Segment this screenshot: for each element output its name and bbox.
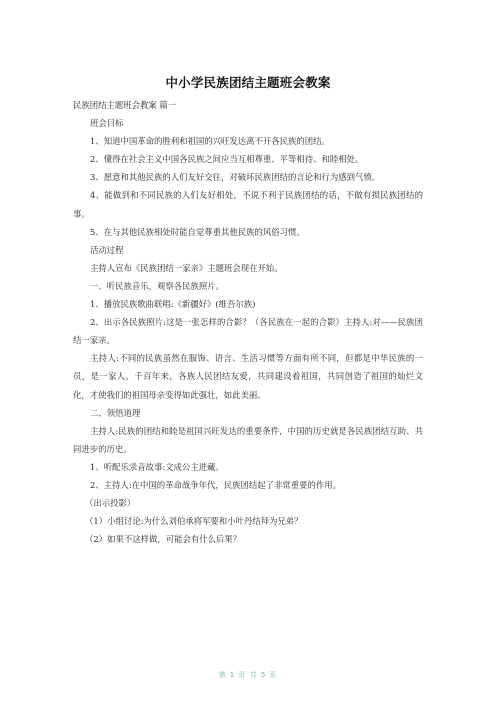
paragraph: 5、在与其他民族相处时能自觉尊重其他民族的风俗习惯。: [90, 226, 305, 237]
paragraph: 主持人:民族的团结和睦是祖国兴旺发达的重要条件，中国的历史就是各民族团结互助、共同进步的历史。: [73, 425, 423, 454]
paragraph: 1、知道中国革命的胜利和祖国的兴旺发达离不开各民族的团结。: [90, 136, 330, 147]
paragraph: 3、愿意和其他民族的人们友好交往，对破坏民族团结的言论和行为感到气愤。: [90, 172, 381, 183]
paragraph: 主持人:不同的民族虽然在服饰、语言、生活习惯等方面有所不同，但都是中华民族的一员，是一家人。千百年来，各族人民团结友爱，共同建设着祖国，共同创造了祖国的灿烂文化，才使我们的祖国母亲变得如此强壮，如此美丽。: [73, 353, 423, 400]
paragraph: 二、领悟道理: [90, 407, 141, 418]
paragraph: （出示投影）: [85, 498, 136, 509]
paragraph: 活动过程: [90, 244, 124, 255]
paragraph: 民族团结主题班会教案 篇一: [73, 100, 177, 110]
paragraph: 4、能做到和不同民族的人们友好相处，不说不利于民族团结的话，不做有损民族团结的事。: [73, 190, 423, 219]
paragraph: 2、主持人:在中国的革命战争年代，民族团结起了非常重要的作用。: [90, 479, 342, 490]
paragraph: 主持人宣布《民族团结一家亲》主题班会现在开始。: [90, 262, 283, 273]
paragraph: （2）如果不这样做，可能会有什么后果？: [85, 534, 242, 545]
document-body: [73, 96, 423, 548]
paragraph: 1、听配乐录音故事:文成公主进藏。: [90, 461, 224, 472]
paragraph: 2、出示各民族照片:这是一张怎样的合影？（各民族在一起的合影）主持人:对——民族团结一家亲。: [73, 317, 423, 346]
paragraph: （1）小组讨论:为什么刘伯承将军要和小叶丹结拜为兄弟？: [85, 516, 303, 527]
paragraph: 2、懂得在社会主义中国各民族之间应当互相尊重、平等相待、和睦相处。: [90, 154, 364, 165]
paragraph: 班会目标: [90, 118, 124, 129]
paragraph: 一、听民族音乐，观察各民族照片。: [90, 280, 224, 291]
paragraph: 1、播放民族歌曲联唱:《新疆好》(维吾尔族): [90, 299, 256, 310]
document-title: 中小学民族团结主题班会教案: [165, 75, 331, 90]
page-footer: 第 1 页 共 5 页: [218, 671, 278, 679]
